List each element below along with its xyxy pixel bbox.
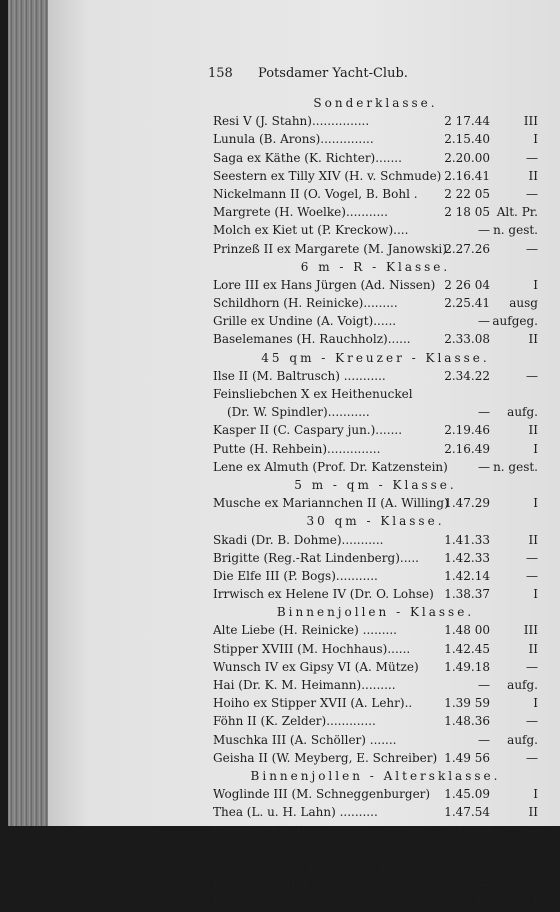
result-row [213, 676, 538, 694]
placing: Alt. Pr. [496, 205, 538, 220]
boat-owner-name: Lunula (B. Arons).............. [213, 132, 374, 147]
placing: I [533, 696, 538, 711]
placing: — [526, 714, 538, 729]
elapsed-time: 1.49.18 [444, 659, 490, 674]
elapsed-time: 2 22 05 [444, 186, 490, 201]
boat-owner-name: Seestern ex Tilly XIV (H. v. Schmude) [213, 168, 442, 183]
placing: I [533, 787, 538, 802]
placing: — [526, 823, 538, 838]
placing: aufg. [507, 678, 538, 692]
placing: n. gez. [497, 841, 538, 856]
elapsed-time: — [478, 459, 490, 474]
elapsed-time: 2.34.22 [444, 368, 490, 383]
boat-owner-name: Lene ex Almuth (Prof. Dr. Katzenstein) [213, 459, 448, 474]
class-heading: Binnenjollen - Klasse. [276, 605, 475, 620]
elapsed-time: 1.47.54 [444, 805, 490, 820]
result-row [213, 585, 538, 603]
class-heading: 45 qm - Kreuzer - Klasse. [261, 350, 490, 365]
result-row [213, 549, 538, 567]
placing: — [526, 186, 538, 201]
result-row [213, 276, 538, 294]
boat-owner-name: Irrwisch ex Helene IV (Dr. O. Lohse) [213, 587, 434, 602]
result-row [213, 312, 538, 330]
elapsed-time: 2.27.26 [444, 241, 490, 256]
boat-owner-name: Pfalz II (J. B. Kaufmann)......... [213, 841, 394, 856]
placing: — [526, 550, 538, 565]
result-row [213, 694, 538, 712]
result-row [213, 221, 538, 239]
placing: aufg. [507, 405, 538, 420]
boat-owner-name: Grille ex Undine (A. Voigt)...... [213, 314, 397, 329]
result-row [213, 785, 538, 803]
result-row [213, 130, 538, 148]
result-row [213, 640, 538, 658]
page-header [208, 66, 508, 86]
boat-owner-name: Hoiho ex Stipper XVII (A. Lehr).. [213, 696, 413, 711]
elapsed-time: 2.16.41 [444, 168, 490, 183]
boat-owner-name: Lore III ex Hans Jürgen (Ad. Nissen) [213, 277, 436, 292]
placing: — [526, 750, 538, 765]
elapsed-time: 1.42.14 [444, 568, 490, 583]
elapsed-time: 2.15.40 [444, 132, 490, 147]
boat-owner-name: Putte (H. Rehbein).............. [213, 441, 381, 456]
result-row [213, 731, 538, 749]
result-row [213, 440, 538, 458]
boat-owner-name: Saga ex Käthe (K. Richter)....... [213, 150, 402, 165]
elapsed-time: 2 17.44 [444, 114, 490, 129]
boat-owner-name: Prinzeß II ex Margarete (M. Janowski) [213, 241, 447, 256]
placing: II [528, 168, 538, 183]
boat-owner-name: Resi V (J. Stahn)............... [213, 114, 370, 129]
result-row [213, 894, 538, 912]
placing: — [526, 568, 538, 583]
elapsed-time: 1.48.39 [444, 823, 490, 838]
placing: — [526, 241, 538, 256]
result-row [213, 367, 538, 385]
elapsed-time: 2 26 04 [444, 277, 490, 292]
elapsed-time: 2.33.08 [444, 332, 490, 347]
placing: I [533, 277, 538, 292]
elapsed-time: — [478, 405, 490, 420]
elapsed-time: 1.39 59 [444, 696, 490, 711]
placing: aufg. [507, 732, 538, 747]
elapsed-time: 1.42.33 [444, 550, 490, 565]
placing: ausg [509, 296, 538, 311]
elapsed-time: — [478, 223, 490, 238]
placing: III [523, 623, 538, 638]
placing: I [533, 896, 538, 911]
result-row [213, 712, 538, 730]
boat-owner-name: Margrete (H. Woelke)........... [213, 205, 388, 220]
elapsed-time: — [478, 678, 490, 692]
boat-owner-name: Stipper XVIII (M. Hochhaus)...... [213, 641, 411, 656]
results-list [213, 94, 538, 912]
result-row [213, 840, 538, 858]
placing: n. gest. [493, 878, 538, 893]
elapsed-time: — [478, 314, 490, 329]
result-row [213, 203, 538, 221]
result-row [213, 803, 538, 821]
elapsed-time: 2.16.49 [444, 441, 490, 456]
boat-owner-name: Baselemanes (H. Rauchholz)...... [213, 332, 411, 347]
result-row [213, 330, 538, 348]
boat-owner-name: Fäk-Uäk (F. Hahn).............. [213, 878, 378, 893]
page-number: 158 [208, 66, 233, 81]
boat-owner-name: Muschka III (A. Schöller) ....... [213, 732, 397, 747]
elapsed-time: — [478, 732, 490, 747]
result-row [213, 621, 538, 639]
boat-owner-name: Molch ex Kiet ut (P. Kreckow).... [213, 223, 409, 238]
elapsed-time: 2.19.46 [444, 423, 490, 438]
placing: aufgeg. [492, 314, 538, 329]
result-row [213, 385, 538, 403]
class-heading: Binnenjollen - Altersklasse. [250, 768, 501, 783]
running-title: Potsdamer Yacht-Club. [258, 66, 408, 81]
elapsed-time: 2.20.00 [444, 150, 490, 165]
elapsed-time: 1.49 56 [444, 750, 490, 765]
placing: II [528, 641, 538, 656]
boat-owner-name: Ilse II (M. Baltrusch) ........... [213, 368, 386, 383]
boat-owner-name: Thea (L. u. H. Lahn) .......... [213, 805, 378, 820]
placing: I [533, 587, 538, 602]
boat-owner-name: Feinsliebchen X ex Heithenuckel [213, 387, 413, 401]
result-row [213, 531, 538, 549]
class-heading: Sonderklasse. [313, 96, 438, 110]
result-row [213, 876, 538, 894]
result-row [213, 567, 538, 585]
result-row [213, 421, 538, 439]
result-row [213, 403, 538, 421]
elapsed-time: 1.45.09 [444, 787, 490, 802]
result-row [213, 658, 538, 676]
elapsed-time: 1.41.33 [444, 532, 490, 547]
boat-owner-name: (Dr. W. Spindler)........... [227, 405, 370, 420]
boat-owner-name: Nickelmann II (O. Vogel, B. Bohl . [213, 186, 418, 201]
placing: n. gest. [493, 223, 538, 238]
boat-owner-name: Skadi (Dr. B. Dohme)........... [213, 532, 384, 547]
class-heading: 30 qm - Klasse. [306, 514, 445, 529]
placing: III [523, 114, 538, 129]
elapsed-time: 1.48 00 [444, 623, 490, 638]
boat-owner-name: Hai (Dr. K. M. Heimann)......... [213, 678, 396, 692]
boat-owner-name: Woglinde III (M. Schneggenburger) [213, 787, 431, 802]
result-row [213, 294, 538, 312]
elapsed-time: 1.52.47 [444, 896, 490, 911]
boat-owner-name: Alte Liebe (H. Reinicke) ......... [213, 623, 397, 638]
placing: II [528, 423, 538, 438]
book-page [48, 0, 560, 911]
boat-owner-name: Die Elfe III (P. Bogs)........... [213, 568, 378, 583]
result-row [213, 749, 538, 767]
class-heading: 15 qm - Klasse. [306, 859, 445, 874]
placing: I [533, 441, 538, 456]
result-row [213, 167, 538, 185]
placing: I [533, 132, 538, 147]
elapsed-time: 1.48.36 [444, 714, 490, 729]
result-row [213, 112, 538, 130]
boat-owner-name: Dodo (O. Bolle)................ [213, 823, 367, 838]
elapsed-time: — [478, 878, 490, 893]
result-row [213, 240, 538, 258]
result-row [213, 458, 538, 476]
boat-owner-name: Geisha II (W. Meyberg, E. Schreiber) [213, 750, 438, 765]
boat-owner-name: Brigitte (Reg.-Rat Lindenberg)..... [213, 550, 419, 565]
result-row [213, 494, 538, 512]
boat-owner-name: Schildhorn (H. Reinicke)......... [213, 296, 398, 311]
result-row [213, 149, 538, 167]
elapsed-time: 1.42.45 [444, 641, 490, 656]
class-heading: 6 m - R - Klasse. [300, 259, 451, 274]
class-heading: 5 m - qm - Klasse. [294, 477, 457, 492]
boat-owner-name: Föhn II (K. Zelder)............. [213, 714, 376, 729]
result-row [213, 185, 538, 203]
boat-owner-name: Musche ex Mariannchen II (A. Willing) [213, 496, 449, 511]
elapsed-time: 1.38.37 [444, 587, 490, 602]
placing: — [526, 368, 538, 383]
boat-owner-name: Kasper II (C. Caspary jun.)....... [213, 423, 403, 438]
placing: II [528, 805, 538, 820]
placing: — [526, 659, 538, 674]
elapsed-time: 2.25.41 [444, 296, 490, 311]
placing: II [528, 532, 538, 547]
placing: II [528, 332, 538, 347]
boat-owner-name: Firlefanz (R. Guthmann) ......... [213, 896, 400, 911]
placing: I [533, 496, 538, 511]
elapsed-time: 2 18 05 [444, 205, 490, 220]
result-row [213, 822, 538, 840]
placing: — [526, 150, 538, 165]
boat-owner-name: Wunsch IV ex Gipsy VI (A. Mütze) [213, 659, 419, 674]
elapsed-time: 1.47.29 [444, 496, 490, 511]
placing: n. gest. [493, 459, 538, 474]
elapsed-time: — [478, 841, 490, 856]
